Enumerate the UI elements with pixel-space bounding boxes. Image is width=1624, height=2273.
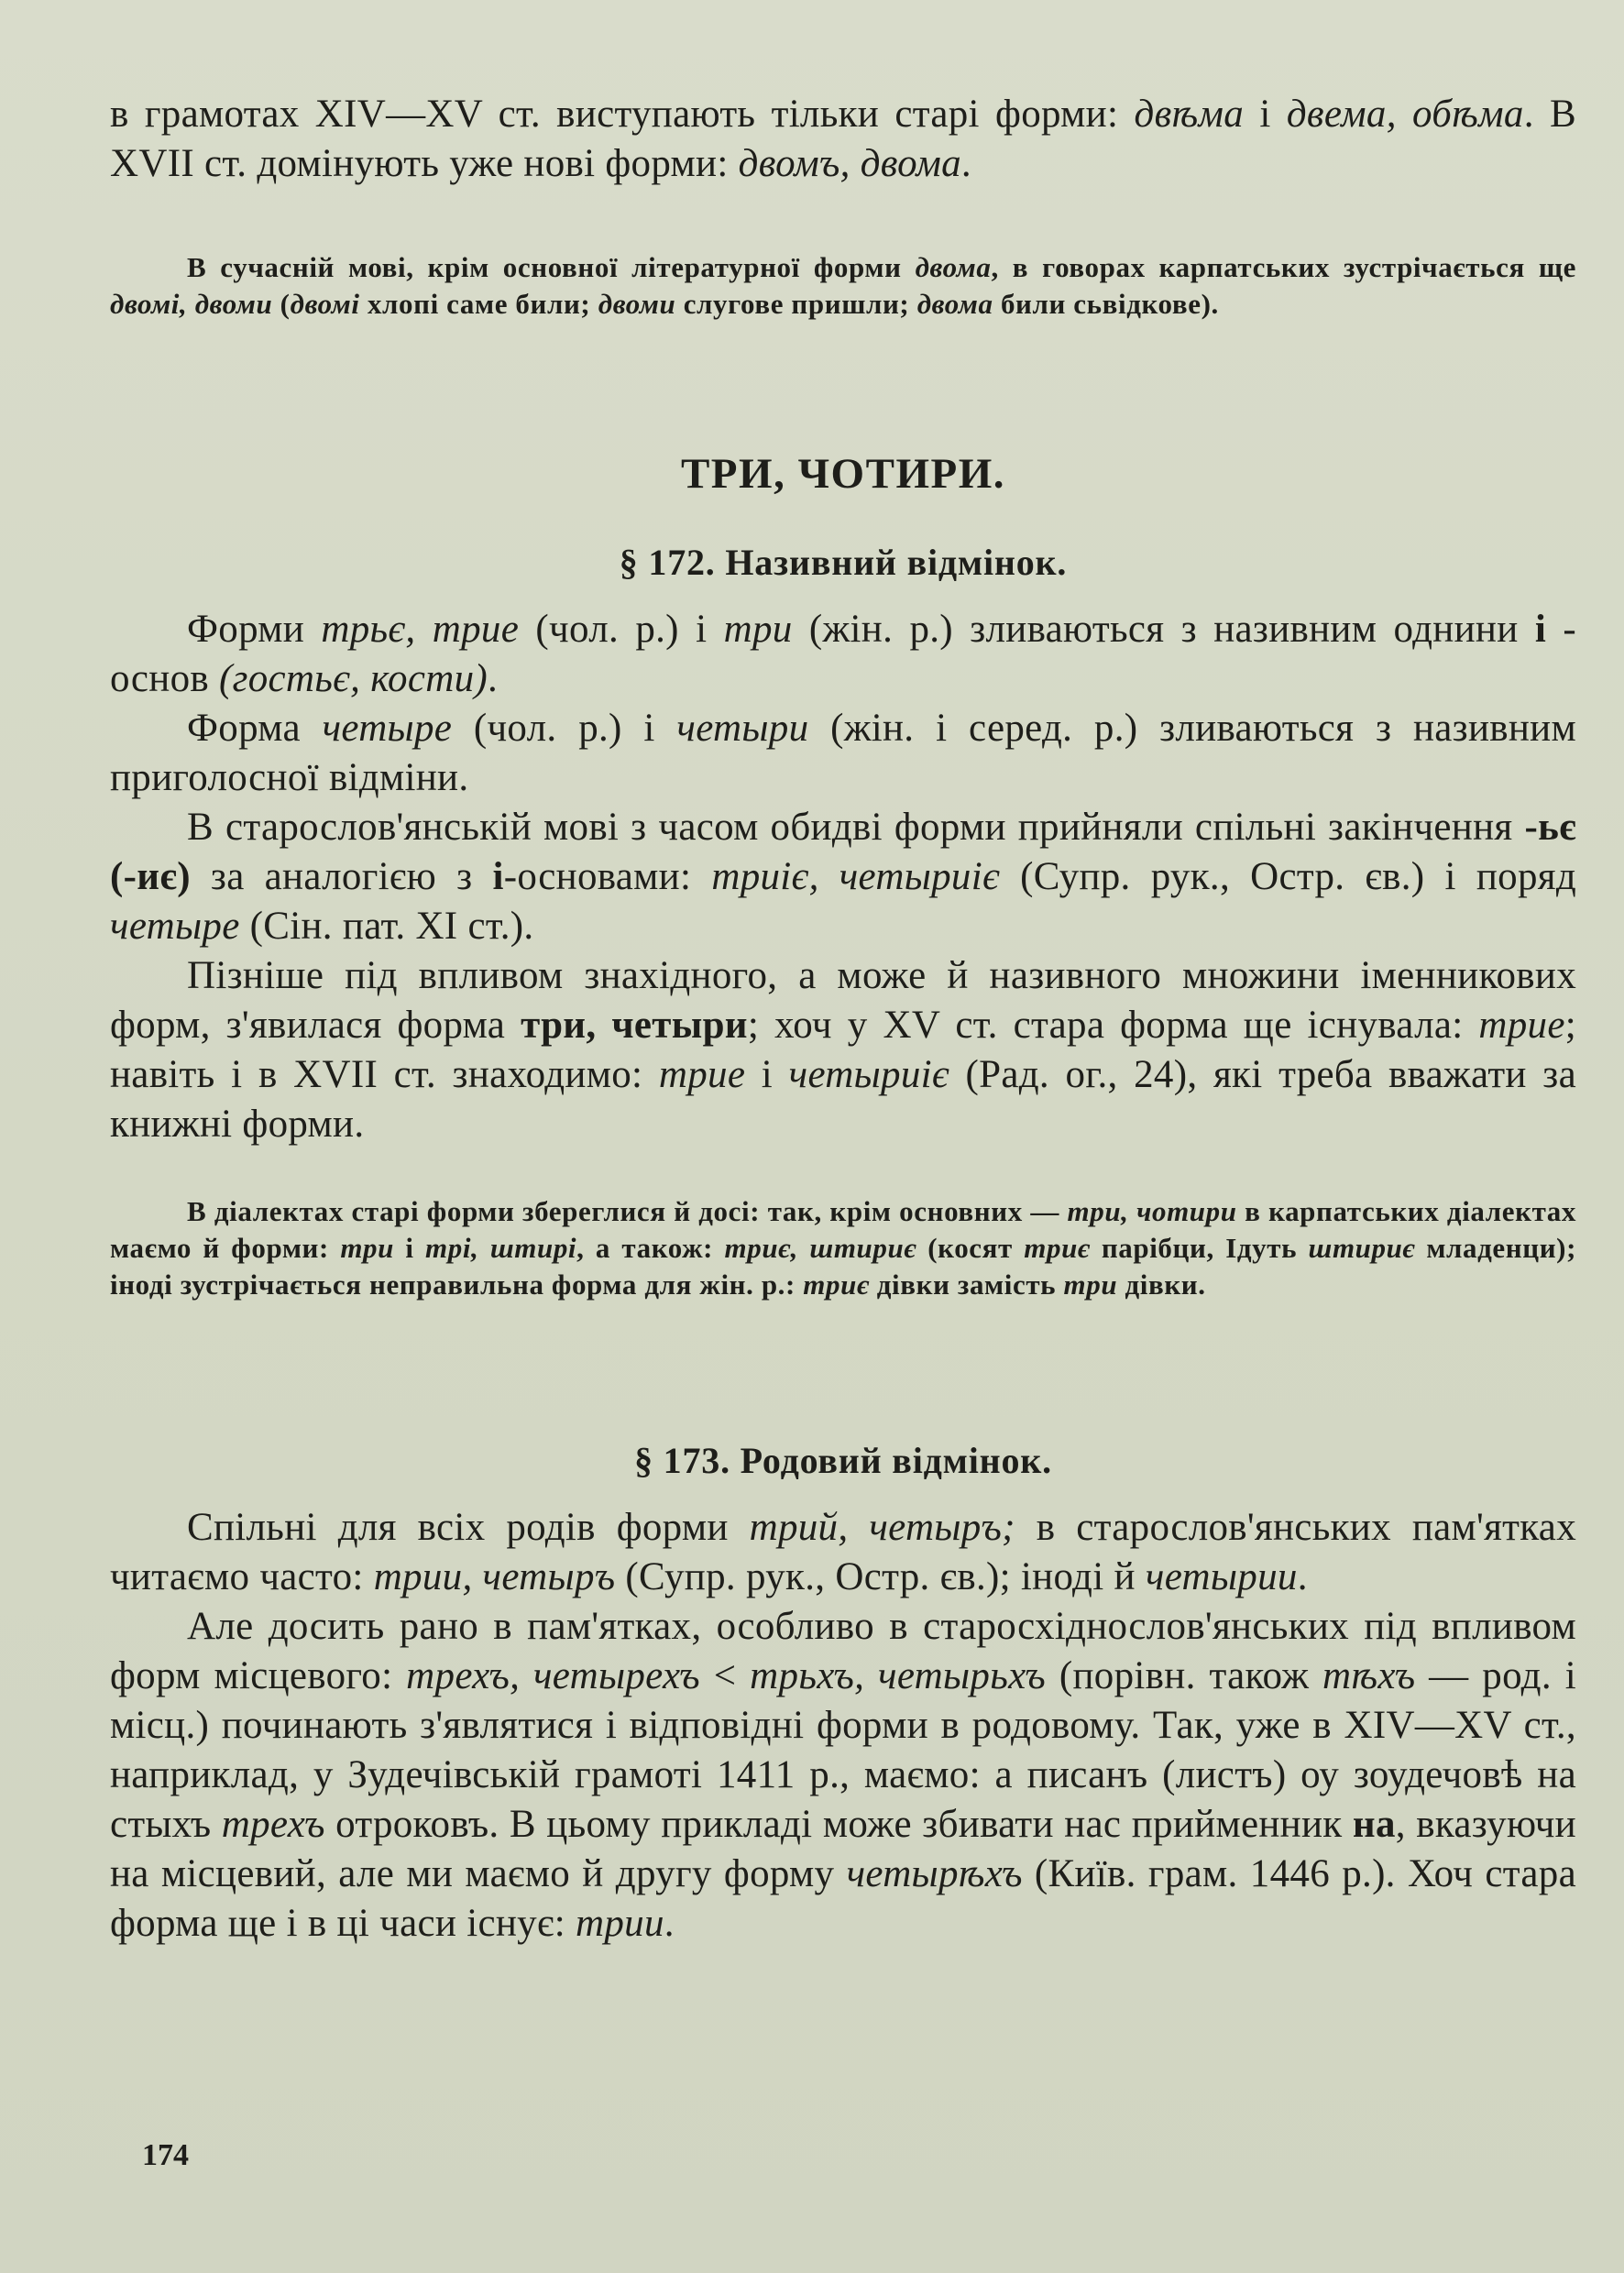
chapter-heading: ТРИ, ЧОТИРИ. xyxy=(680,450,1006,498)
paragraph: Форми трьє, трие (чол. р.) і три (жін. р.) зливаються з називним однини і - основ (гостьє, кости). xyxy=(110,608,1576,700)
paragraph: Форма четыре (чол. р.) і четыри (жін. і серед. р.) зливаються з називним приголосної відміни. xyxy=(110,707,1576,799)
paragraph-top: в грамотах XIV—XV ст. виступають тільки старі форми: двѣма і двема, обѣма. В XVII ст. домінують уже нові форми: двомъ, двома. xyxy=(110,93,1577,185)
section-173-body xyxy=(110,1503,1576,1949)
paragraph: Але досить рано в пам'ятках, особливо в старосхіднослов'янських під впливом форм місцевого: трехъ, четырехъ < трьхъ, четырьхъ (порівн. також тѣхъ — род. і місц.) починають з'являтися і відповідні форми в родовому. Так, уже в XIV—XV ст., наприклад, у Зудечівській грамоті 1411 р., маємо: а писанъ (листъ) оу зоудечовѣ на стыхъ трехъ отроковъ. В цьому прикладі може збивати нас прийменник на, вказуючи на місцевий, але ми маємо й другу форму четырѣхъ (Київ. грам. 1446 р.). Хоч стара форма ще і в ці часи існує: трии. xyxy=(110,1605,1576,1945)
page-number: 174 xyxy=(142,2138,189,2172)
paragraph: Пізніше під впливом знахідного, а може й називного множини іменникових форм, з'явилася форма три, четыри; хоч у XV ст. стара форма ще існувала: трие; навіть і в XVII ст. знаходимо: трие і четыриіє (Рад. ог., 24), які треба вважати за книжні форми. xyxy=(110,954,1576,1146)
paragraph: В старослов'янській мові з часом обидві форми прийняли спільні закінчення -ьє (-иє) за аналогією з і-основами: триіє, четыриіє (Супр. рук., Остр. єв.) і поряд четыре (Сін. пат. XI ст.). xyxy=(110,806,1577,948)
paragraph: Спільні для всіх родів форми трий, четыръ; в старослов'янських пам'ятках читаємо часто: трии, четыръ (Супр. рук., Остр. єв.); іноді й четырии. xyxy=(110,1506,1576,1598)
section-heading-172: § 172. Називний відмінок. xyxy=(619,542,1068,583)
note-top: В сучасній мові, крім основної літературної форми двома, в говорах карпатських зустрічається ще двомі, двоми (двомі хлопі саме били; двоми слугове пришли; двома били сьвідкове). xyxy=(110,251,1576,320)
note-172: В діалектах старі форми збереглися й досі: так, крім основних — три, чотири в карпатських діалектах маємо й форми: три і трі, штирі, а також: триє, штириє (косят триє парібци, Ідуть штириє младенци); іноді зустрічається неправильна форма для жін. р.: триє дівки замість три дівки. xyxy=(110,1195,1577,1301)
section-heading-173: § 173. Родовий відмінок. xyxy=(634,1440,1052,1481)
section-172-body xyxy=(110,605,1576,1149)
